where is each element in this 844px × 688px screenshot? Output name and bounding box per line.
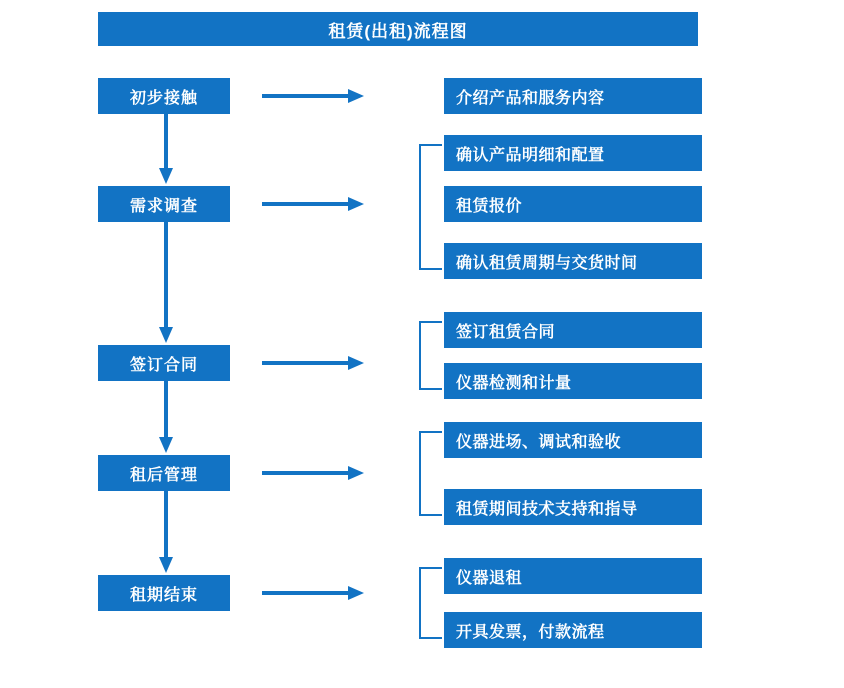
stage-box-2[interactable]: 需求调查: [98, 186, 230, 222]
detail-box-5[interactable]: 签订租赁合同: [444, 312, 702, 348]
diagram-title: 租赁(出租)流程图: [98, 12, 698, 46]
stage-box-5[interactable]: 租期结束: [98, 575, 230, 611]
stage-box-3[interactable]: 签订合同: [98, 345, 230, 381]
horizontal-arrow-2: [262, 194, 366, 214]
bracket-group-2: [416, 143, 444, 271]
vertical-arrow-3: [156, 381, 176, 455]
detail-box-4[interactable]: 确认租赁周期与交货时间: [444, 243, 702, 279]
detail-box-7[interactable]: 仪器进场、调试和验收: [444, 422, 702, 458]
stage-box-4[interactable]: 租后管理: [98, 455, 230, 491]
detail-box-9[interactable]: 仪器退租: [444, 558, 702, 594]
horizontal-arrow-5: [262, 583, 366, 603]
horizontal-arrow-3: [262, 353, 366, 373]
bracket-group-3: [416, 320, 444, 391]
horizontal-arrow-4: [262, 463, 366, 483]
detail-box-3[interactable]: 租赁报价: [444, 186, 702, 222]
detail-box-2[interactable]: 确认产品明细和配置: [444, 135, 702, 171]
horizontal-arrow-1: [262, 86, 366, 106]
detail-box-8[interactable]: 租赁期间技术支持和指导: [444, 489, 702, 525]
vertical-arrow-4: [156, 491, 176, 575]
detail-box-10[interactable]: 开具发票，付款流程: [444, 612, 702, 648]
bracket-group-4: [416, 430, 444, 517]
vertical-arrow-1: [156, 114, 176, 186]
vertical-arrow-2: [156, 222, 176, 345]
bracket-group-5: [416, 566, 444, 640]
detail-box-1[interactable]: 介绍产品和服务内容: [444, 78, 702, 114]
detail-box-6[interactable]: 仪器检测和计量: [444, 363, 702, 399]
stage-box-1[interactable]: 初步接触: [98, 78, 230, 114]
